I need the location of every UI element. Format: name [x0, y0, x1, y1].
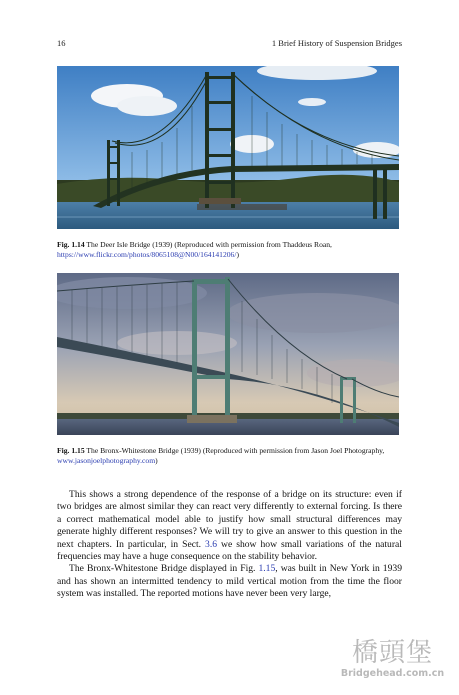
paragraph-1-text-a: This shows a strong dependence of the response of a bridge on its structure: even if two bridges are almost similar they can react very differently to external forcing. Is there a correct mathematical model able to justify how small structural differences may generate highly different responses? We will try to give an answer to this question in the next chapters. In particular, in Sect. [57, 489, 402, 550]
deer-isle-bridge-photo [57, 66, 399, 229]
paragraph-1 [57, 489, 402, 563]
watermark-chinese: 橋頭堡 [351, 638, 433, 668]
paragraph-2 [57, 563, 402, 600]
figure-ref-link[interactable]: 1.15 [258, 563, 276, 575]
caption-text: The Bronx-Whitestone Bridge (1939) (Reproduced with permission from Jason Joel Photography, [86, 446, 385, 455]
page-header [57, 38, 402, 50]
running-head: 1 Brief History of Suspension Bridges [271, 38, 402, 48]
figure-label: Fig. 1.14 [57, 240, 85, 249]
flickr-link[interactable]: https://www.flickr.com/photos/8065108@N00/164141206/ [57, 250, 237, 259]
paragraph-2-text-b: , was built in New York in 1939 and has shown an intermitted tendency to mild vertical motion from the time the floor system was installed. The reported motions have never been very large, [57, 563, 402, 600]
figure-caption-1-15 [57, 446, 402, 466]
section-ref-link[interactable]: 3.6 [205, 538, 218, 550]
paragraph-2-text-a: The Bronx-Whitestone Bridge displayed in Fig. [69, 563, 259, 575]
caption-text: The Deer Isle Bridge (1939) (Reproduced with permission from Thaddeus Roan, [86, 240, 332, 249]
jasonjoel-link[interactable]: www.jasonjoelphotography.com [57, 456, 156, 465]
page-number: 16 [57, 38, 66, 48]
figure-label: Fig. 1.15 [57, 446, 85, 455]
caption-end: ) [236, 250, 239, 259]
figure-caption-1-14 [57, 240, 402, 260]
caption-end: ) [155, 456, 158, 465]
watermark-url: Bridgehead.com.cn [340, 668, 445, 679]
paragraph-1-text-b: we show how small variations of the natural frequencies may have a huge consequence on the stability behavior. [57, 538, 402, 563]
bronx-whitestone-bridge-photo [57, 273, 399, 435]
watermark [340, 638, 445, 690]
body-text [57, 489, 402, 601]
